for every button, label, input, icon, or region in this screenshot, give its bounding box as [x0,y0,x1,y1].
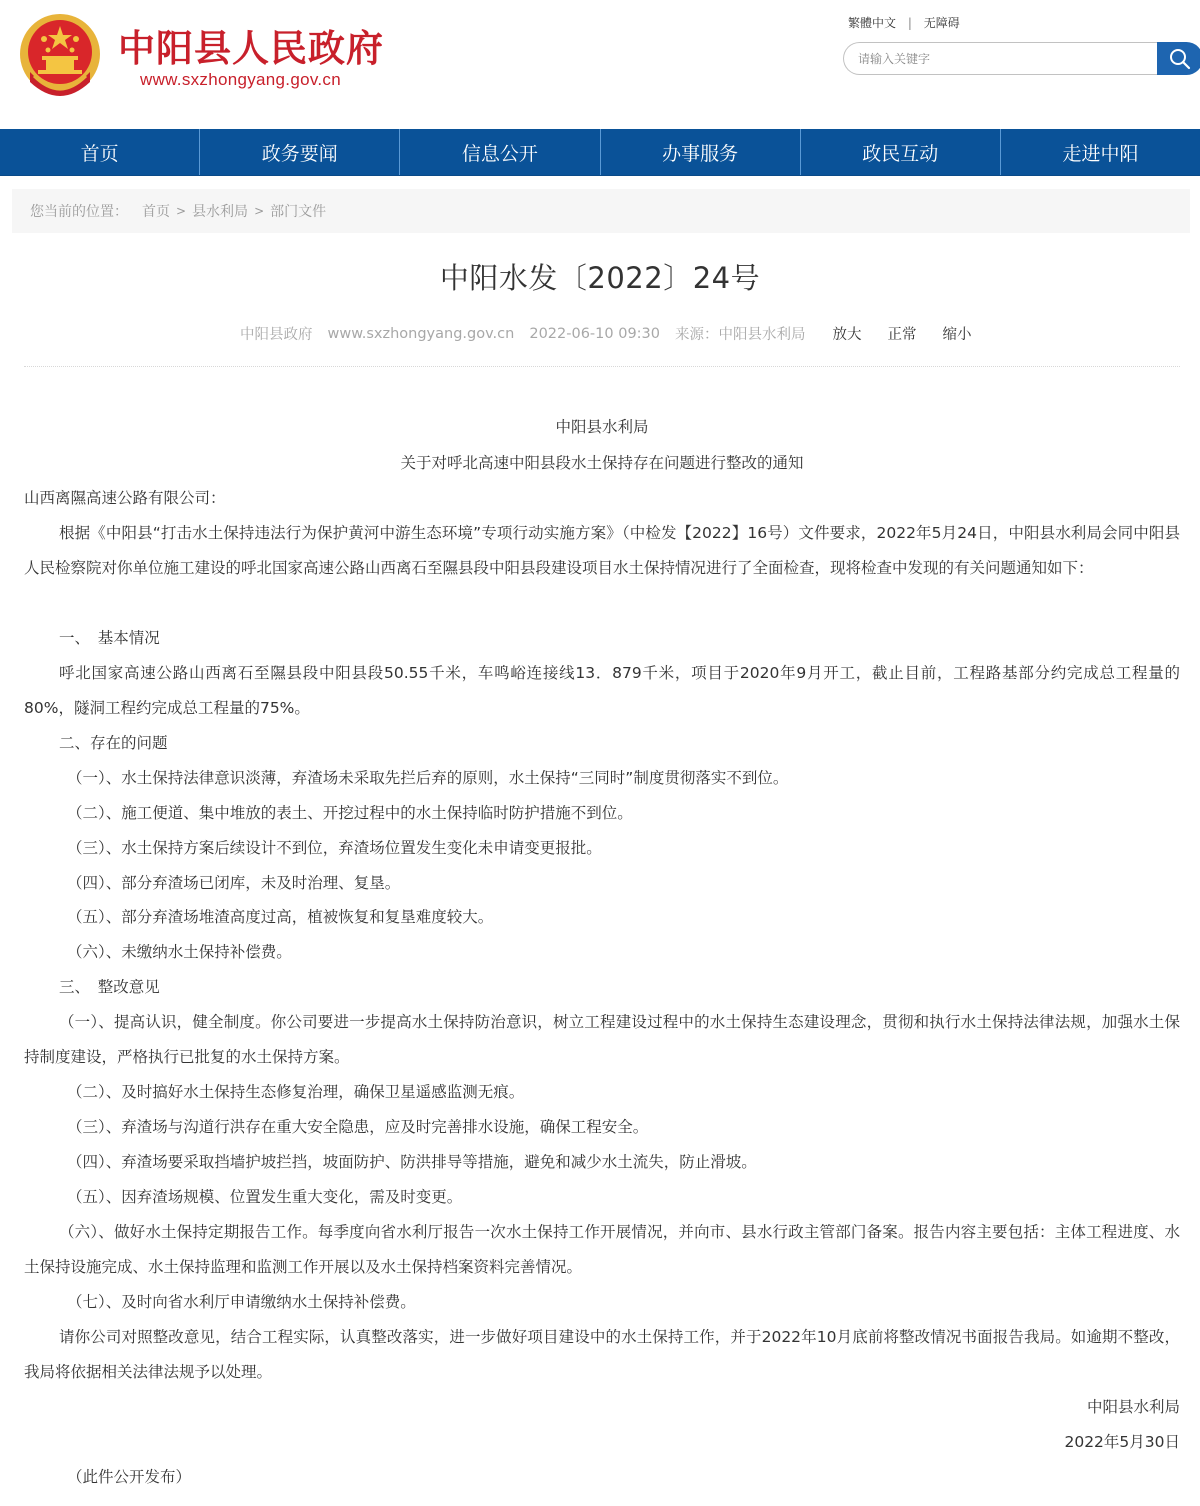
search-button[interactable] [1157,42,1200,75]
search-icon [1169,48,1191,70]
problem-item: （五）、部分弃渣场堆渣高度过高，植被恢复和复垦难度较大。 [67,908,494,926]
meta-source: 来源：中阳县水利局 [675,327,806,343]
doc-closing: 请你公司对照整改意见，结合工程实际，认真整改落实，进一步做好项目建设中的水土保持工作，并于2022年10月底前将整改情况书面报告我局。如逾期不整改，我局将依据相关法律法规予以处理。 [24,1328,1180,1381]
accessibility-link[interactable]: 无障碍 [923,16,960,30]
doc-publication-note: （此件公开发布） [67,1468,192,1486]
breadcrumb-home[interactable]: 首页 [142,204,170,220]
top-links [848,14,960,31]
main-nav [0,129,1200,176]
search-input[interactable] [843,42,1161,75]
nav-item-information-disclosure[interactable]: 信息公开 [400,129,600,175]
problem-item: （三）、水土保持方案后续设计不到位，弃渣场位置发生变化未申请变更报批。 [67,839,602,857]
nav-item-home[interactable]: 首页 [0,129,200,175]
top-links-separator: | [907,16,912,30]
article-title: 中阳水发〔2022〕24号 [439,261,761,295]
breadcrumb-water-bureau[interactable]: 县水利局 [192,204,249,220]
meta-publisher: 中阳县政府 [240,327,313,343]
opinion-item: （二）、及时搞好水土保持生态修复治理，确保卫星遥感监测无痕。 [67,1083,525,1101]
section-basic-text: 呼北国家高速公路山西离石至隰县段中阳县段50.55千米，车鸣峪连接线13．879千米，项目于2020年9月开工，截止目前，工程路基部分约完成总工程量的80%，隧洞工程约完成总工程量的75%。 [24,664,1180,717]
opinion-item: （三）、弃渣场与沟道行洪存在重大安全隐患，应及时完善排水设施，确保工程安全。 [67,1118,649,1136]
problem-item: （六）、未缴纳水土保持补偿费。 [67,943,292,961]
traditional-chinese-link[interactable]: 繁體中文 [848,16,897,30]
nav-item-government-news[interactable]: 政务要闻 [200,129,400,175]
breadcrumb [12,189,1190,233]
section-heading-opinions: 三、 整改意见 [59,978,160,996]
nav-item-about-zhongyang[interactable]: 走进中阳 [1062,142,1139,165]
opinion-item: （六）、做好水土保持定期报告工作。每季度向省水利厅报告一次水土保持工作开展情况，并向市、县水行政主管部门备案。报告内容主要包括：主体工程进度、水土保持设施完成、水土保持监理和监测工作开展以及水土保持档案资料完善情况。 [24,1223,1180,1276]
breadcrumb-separator: > [254,204,265,218]
opinion-item: （四）、弃渣场要采取挡墙护坡拦挡，坡面防护、防洪排导等措施，避免和减少水土流失，防止滑坡。 [67,1153,757,1171]
meta-divider [24,366,1180,367]
section-heading-problems: 二、存在的问题 [59,734,168,752]
opinion-item: （五）、因弃渣场规模、位置发生重大变化，需及时变更。 [67,1188,463,1206]
national-emblem-icon[interactable] [18,12,102,100]
opinion-item: （一）、提高认识，健全制度。你公司要进一步提高水土保持防治意识，树立工程建设过程中的水土保持生态建设理念，贯彻和执行水土保持法律法规，加强水土保持制度建设，严格执行已批复的水土保持方案。 [24,1013,1180,1066]
font-normal-button[interactable]: 正常 [887,327,917,343]
breadcrumb-label: 您当前的位置： [30,204,128,220]
font-shrink-button[interactable]: 缩小 [942,327,972,343]
article-meta [240,323,986,344]
doc-signature: 中阳县水利局 [1086,1398,1180,1416]
meta-datetime: 2022-06-10 09:30 [529,325,661,342]
site-header [0,0,1200,128]
search-bar [843,42,1200,75]
nav-item-services[interactable]: 办事服务 [601,129,801,175]
doc-date: 2022年5月30日 [1064,1433,1180,1451]
site-title[interactable]: 中阳县人民政府 [118,27,384,70]
problem-item: （四）、部分弃渣场已闭库，未及时治理、复垦。 [67,874,401,892]
doc-intro: 根据《中阳县“打击水土保持违法行为保护黄河中游生态环境”专项行动实施方案》（中检发【2022】16号）文件要求，2022年5月24日，中阳县水利局会同中阳县人民检察院对你单位施工建设的呼北国家高速公路山西离石至隰县段中阳县段建设项目水土保持情况进行了全面检查，现将检查中发现的有关问题通知如下： [24,524,1180,577]
breadcrumb-separator: > [176,204,187,218]
meta-site: www.sxzhongyang.gov.cn [327,325,515,342]
opinion-item: （七）、及时向省水利厅申请缴纳水土保持补偿费。 [67,1293,416,1311]
doc-subject: 关于对呼北高速中阳县段水土保持存在问题进行整改的通知 [400,454,804,472]
section-heading-basic: 一、 基本情况 [59,629,160,647]
problem-item: （一）、水土保持法律意识淡薄，弃渣场未采取先拦后弃的原则，水土保持“三同时”制度贯彻落实不到位。 [67,769,789,787]
font-enlarge-button[interactable]: 放大 [832,327,862,343]
site-url[interactable]: www.sxzhongyang.gov.cn [140,70,341,89]
doc-recipient: 山西离隰高速公路有限公司： [24,489,226,507]
doc-issuer: 中阳县水利局 [555,418,649,436]
problem-item: （二）、施工便道、集中堆放的表土、开挖过程中的水土保持临时防护措施不到位。 [67,804,633,822]
nav-item-interaction[interactable]: 政民互动 [801,129,1001,175]
breadcrumb-department-documents[interactable]: 部门文件 [270,204,327,220]
